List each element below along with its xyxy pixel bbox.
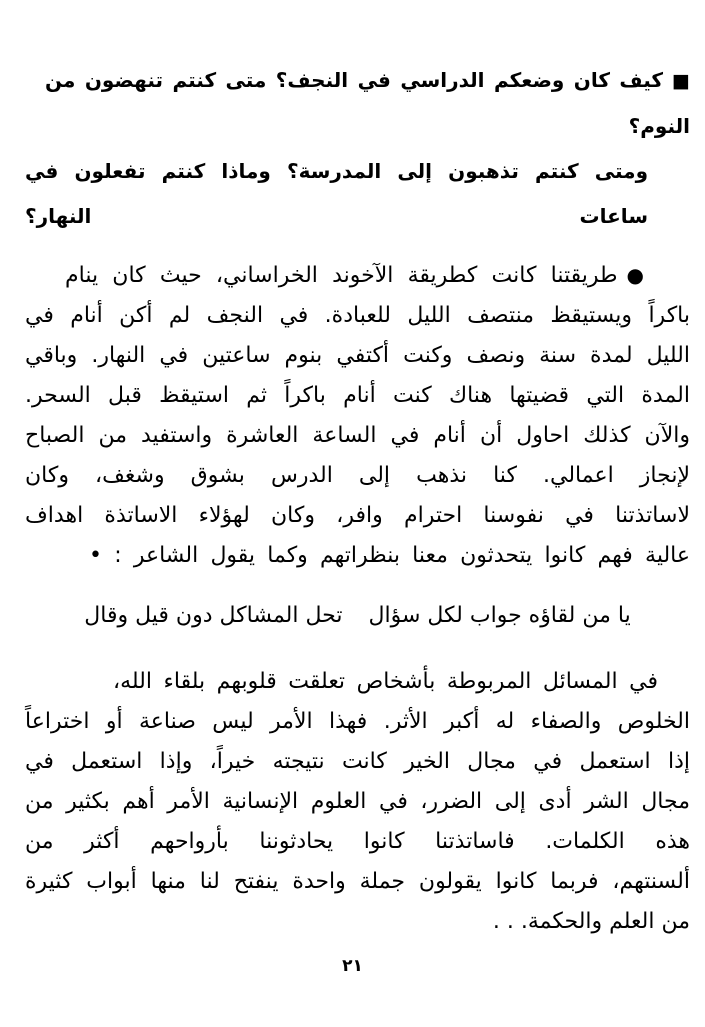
verse-first-hemistich: يا من لقاؤه جواب لكل سؤال bbox=[368, 603, 631, 628]
square-bullet-icon: ■ bbox=[672, 70, 690, 92]
paragraph-line: إذا استعمل في مجال الخير كانت نتيجته خيراً، وإذا استعمل في bbox=[25, 749, 690, 774]
paragraph-line: لإنجاز اعمالي. كنا نذهب إلى الدرس بشوق وشغف، وكان bbox=[25, 463, 690, 488]
paragraph-line: عالية فهم كانوا يتحدثون معنا بنظراتهم وكما يقول الشاعر : • bbox=[89, 543, 690, 568]
circle-bullet-icon: ● bbox=[626, 263, 644, 287]
poetry-verse bbox=[25, 596, 690, 636]
paragraph-line: الليل لمدة سنة ونصف وكنت أكتفي بنوم ساعتين في النهار. وباقي bbox=[25, 343, 690, 368]
paragraph-line: هذه الكلمات. فاساتذتنا كانوا يحادثوننا بأرواحهم أكثر من bbox=[25, 829, 690, 854]
question-line bbox=[25, 58, 690, 149]
question-line: ومتى كنتم تذهبون إلى المدرسة؟ وماذا كنتم تفعلون في ساعات النهار؟ bbox=[25, 159, 648, 228]
question-text: كيف كان وضعكم الدراسي في النجف؟ متى كنتم تنهضون من النوم؟ bbox=[45, 68, 690, 138]
paragraph-line: لاساتذتنا في نفوسنا احترام وافر، وكان لهؤلاء الاساتذة اهداف bbox=[25, 503, 690, 528]
page-number: ٢١ bbox=[342, 956, 363, 976]
paragraph-line: مجال الشر أدى إلى الضرر، في العلوم الإنسانية الأمر أهم بكثير من bbox=[25, 789, 690, 814]
verse-second-hemistich: تحل المشاكل دون قيل وقال bbox=[84, 603, 343, 628]
paragraph-line: الخلوص والصفاء له أكبر الأثر. فهذا الأمر ليس صناعة أو اختراعاً bbox=[25, 709, 690, 734]
interview-question bbox=[25, 58, 690, 239]
line-text: طريقتنا كانت كطريقة الآخوند الخراساني، حيث كان ينام bbox=[65, 263, 618, 288]
answer-paragraph-2 bbox=[25, 662, 690, 942]
paragraph-line: باكراً ويستيقظ منتصف الليل للعبادة. في النجف لم أكن أنام في bbox=[25, 303, 690, 328]
paragraph-line bbox=[25, 255, 690, 296]
paragraph-line: والآن كذلك احاول أن أنام في الساعة العاشرة واستفيد من الصباح bbox=[25, 423, 690, 448]
paragraph-line: في المسائل المربوطة بأشخاص تعلقت قلوبهم بلقاء الله، bbox=[113, 669, 658, 694]
answer-paragraph-1 bbox=[25, 255, 690, 576]
paragraph-line: ألسنتهم، فربما كانوا يقولون جملة واحدة ينفتح لنا منها أبواب كثيرة bbox=[25, 869, 690, 894]
paragraph-line: من العلم والحكمة. . . bbox=[492, 909, 690, 934]
paragraph-line: المدة التي قضيتها هناك كنت أنام باكراً ثم استيقظ قبل السحر. bbox=[25, 383, 690, 408]
